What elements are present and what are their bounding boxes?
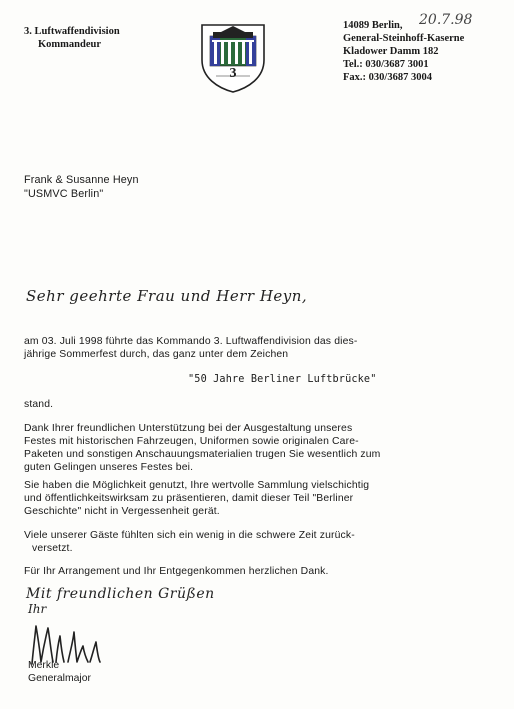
body-line: versetzt. <box>32 543 73 554</box>
handwritten-salutation: Sehr geehrte Frau und Herr Heyn, <box>26 287 308 305</box>
stand-line: stand. <box>24 399 54 410</box>
motto-line: "50 Jahre Berliner Luftbrücke" <box>188 374 377 385</box>
signer-rank: Generalmajor <box>28 672 91 684</box>
address-street: Kladower Damm 182 <box>343 46 439 57</box>
paragraph-guests <box>24 529 504 555</box>
recipient-org: "USMVC Berlin" <box>24 187 104 200</box>
address-city: 14089 Berlin, <box>343 20 403 31</box>
body-line: Festes mit historischen Fahrzeugen, Uniformen sowie originalen Care- <box>24 436 359 447</box>
paragraph-support <box>24 422 504 474</box>
address-barracks: General-Steinhoff-Kaserne <box>343 33 465 44</box>
recipient-name: Frank & Susanne Heyn <box>24 174 139 186</box>
crest-number: 3 <box>229 66 237 81</box>
paragraph-thanks: Für Ihr Arrangement und Ihr Entgegenkommen herzlichen Dank. <box>24 566 329 577</box>
body-line: Sie haben die Möglichkeit genutzt, Ihre wertvolle Sammlung vielschichtig <box>24 480 370 491</box>
city-date-line <box>343 12 473 32</box>
signature-block <box>28 660 91 685</box>
paragraph-collection <box>24 479 504 518</box>
sender-role: Kommandeur <box>38 39 101 50</box>
body-line: Geschichte" nicht in Vergessenheit gerät. <box>24 506 220 517</box>
handwritten-date: 20.7.98 <box>419 12 473 28</box>
sender-block <box>24 25 120 51</box>
address-fax: Fax.: 030/3687 3004 <box>343 72 432 83</box>
sender-unit: 3. Luftwaffendivision <box>24 26 120 37</box>
body-line: Paketen und sonstigen Anschauungsmaterialien trugen Sie wesentlich zum <box>24 449 381 460</box>
body-line: Dank Ihrer freundlichen Unterstützung bei der Ausgestaltung unseres <box>24 423 353 434</box>
division-crest <box>196 22 270 94</box>
letter-body <box>24 335 494 361</box>
handwritten-closing-ihr: Ihr <box>28 602 47 616</box>
body-line: am 03. Juli 1998 führte das Kommando 3. Luftwaffendivision das dies- <box>24 336 358 347</box>
body-line: Viele unserer Gäste fühlten sich ein wenig in die schwere Zeit zurück- <box>24 530 355 541</box>
body-line: jährige Sommerfest durch, das ganz unter dem Zeichen <box>24 349 289 360</box>
address-phone: Tel.: 030/3687 3001 <box>343 59 429 70</box>
signer-name: Merkle <box>28 660 60 671</box>
recipient-block <box>24 174 139 201</box>
crest-shield-icon <box>196 22 270 94</box>
body-line: und öffentlichkeitswirksam zu präsentieren, damit dieser Teil "Berliner <box>24 493 354 504</box>
handwritten-closing: Mit freundlichen Grüßen <box>26 586 215 602</box>
address-block <box>343 12 473 84</box>
body-line: guten Gelingen unseres Festes bei. <box>24 462 194 473</box>
